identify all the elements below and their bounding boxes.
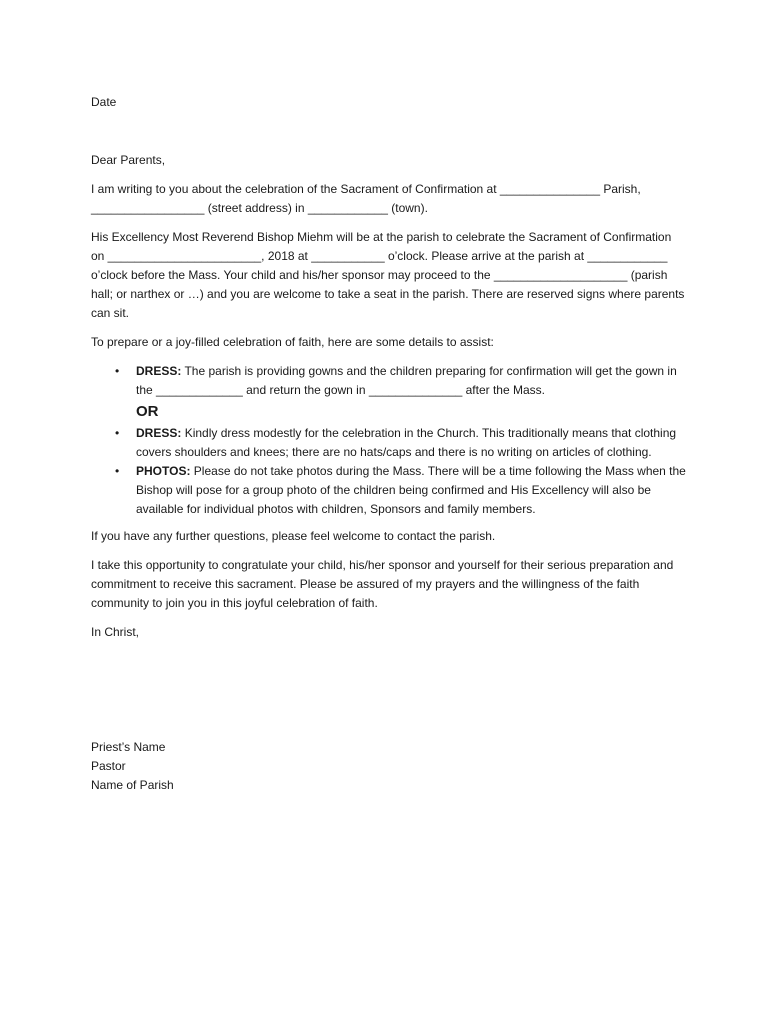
signature-block [91, 738, 686, 795]
paragraph-bishop-visit: His Excellency Most Reverend Bishop Miehm will be at the parish to celebrate the Sacrament of Confirmation on _______________________, 2018 at ___________ o’clock. Please arrive at the parish at ____________ o’clock before the Mass. Your child and his/her sponsor may proceed to the ____________________ (parish hall; or narthex or …) and you are welcome to take a seat in the parish. There are reserved signs where parents can sit. [91, 230, 685, 320]
list-item-label: DRESS: [136, 364, 182, 378]
list-item-text: Please do not take photos during the Mass. There will be a time following the Mass when the Bishop will pose for a group photo of the children being confirmed and His Excellency will also be available for individual photos with children, Sponsors and family members. [136, 464, 686, 516]
greeting: Dear Parents, [91, 153, 166, 167]
details-list-part-1 [91, 362, 686, 400]
list-item-label: DRESS: [136, 426, 182, 440]
list-item-photos [91, 462, 686, 519]
list-item-dress-modest [91, 424, 686, 462]
list-item-dress-gowns [91, 362, 686, 400]
closing: In Christ, [91, 625, 140, 639]
or-separator: OR [136, 403, 159, 420]
paragraph-questions: If you have any further questions, please feel welcome to contact the parish. [91, 529, 496, 543]
list-item-text: Kindly dress modestly for the celebration in the Church. This traditionally means that clothing covers shoulders and knees; there are no hats/caps and there is no writing on articles of clothing. [136, 426, 677, 459]
list-item-label: PHOTOS: [136, 464, 191, 478]
list-item-text: The parish is providing gowns and the children preparing for confirmation will get the gown in the _____________ and return the gown in ______________ after the Mass. [136, 364, 677, 397]
bullet-icon: • [115, 364, 120, 378]
paragraph-details-intro: To prepare or a joy-filled celebration of faith, here are some details to assist: [91, 335, 494, 349]
bullet-icon: • [115, 464, 120, 478]
bullet-icon: • [115, 426, 120, 440]
details-list-part-2 [91, 424, 686, 519]
signature-parish: Name of Parish [91, 778, 174, 792]
details-list [91, 362, 686, 519]
paragraph-congratulations: I take this opportunity to congratulate your child, his/her sponsor and yourself for their serious preparation and commitment to receive this sacrament. Please be assured of my prayers and the willingness of the faith community to join you in this joyful celebration of faith. [91, 558, 674, 610]
signature-title: Pastor [91, 759, 126, 773]
date-line: Date [91, 95, 117, 109]
paragraph-intro: I am writing to you about the celebration of the Sacrament of Confirmation at _______________ Parish, _________________ (street address) in ____________ (town). [91, 182, 641, 215]
letter-body [91, 93, 686, 795]
signature-name: Priest’s Name [91, 740, 166, 754]
